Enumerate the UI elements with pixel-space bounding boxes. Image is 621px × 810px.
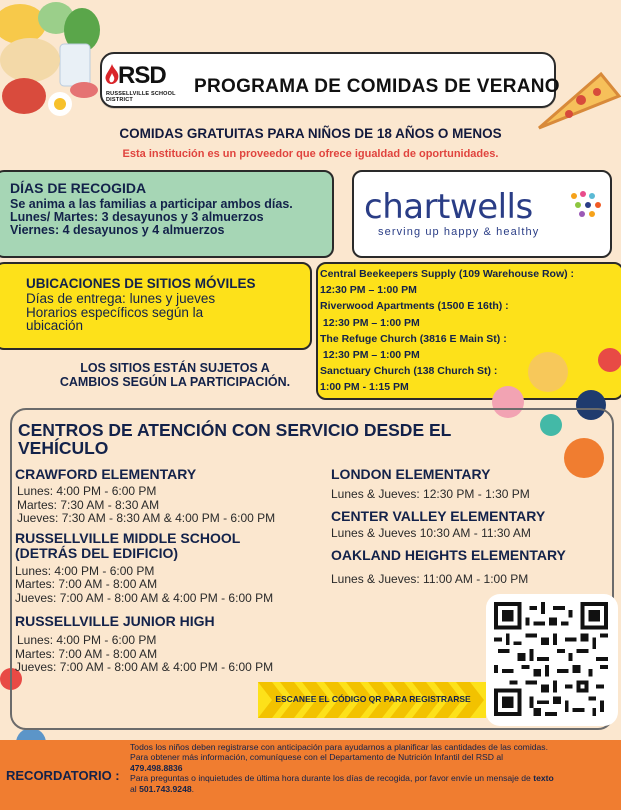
reminder-label: RECORDATORIO : [6, 768, 120, 783]
school-name: OAKLAND HEIGHTS ELEMENTARY [331, 547, 566, 563]
reminder-line-part: Para preguntas o inquietudes de última hora durante los días de recogida, por favor envíe un mensaje de [130, 773, 534, 784]
mobile-sites-line: ubicación [26, 318, 84, 334]
reminder-text [130, 742, 615, 794]
page-title: PROGRAMA DE COMIDAS DE VERANO [194, 76, 560, 97]
school-name: RUSSELLVILLE MIDDLE SCHOOL (DETRÁS DEL EDIFICIO) [15, 529, 241, 561]
brand-dots-icon [568, 190, 608, 224]
mobile-sites-title: UBICACIONES DE SITIOS MÓVILES [26, 276, 256, 291]
schedule-line: Jueves: 7:00 AM - 8:00 AM & 4:00 PM - 6:00 PM [15, 660, 274, 674]
logo-subtext: RUSSELLVILLE SCHOOL DISTRICT [106, 91, 176, 103]
pickup-days-details [10, 198, 330, 237]
site-line: The Refuge Church (3816 E Main St) : [320, 332, 507, 345]
schedule-line: Lunes: 4:00 PM - 6:00 PM [15, 563, 155, 578]
schedule-line: Lunes & Jueves 10:30 AM - 11:30 AM [331, 525, 531, 540]
district-logo [104, 60, 188, 104]
food-illustration [0, 0, 100, 130]
brand-tagline: serving up happy & healthy [378, 226, 540, 238]
qr-code-icon[interactable] [494, 602, 608, 716]
equal-opportunity-notice: Esta institución es un proveedor que ofrece igualdad de oportunidades. [122, 148, 499, 160]
drive-thru-left-column [15, 467, 335, 675]
site-line: Riverwood Apartments (1500 E 16th) : [320, 300, 509, 313]
site-line: 12:30 PM – 1:00 PM [320, 284, 417, 297]
schedule-line: Lunes: 4:00 PM - 6:00 PM [17, 633, 157, 647]
mobile-sites-line: Horarios específicos según la [26, 304, 204, 320]
logo-text: RSD [118, 62, 166, 89]
schedule-line: Lunes & Jueves: 11:00 AM - 1:00 PM [331, 572, 529, 586]
pickup-days-line: Se anima a las familias a participar ambos días. [10, 197, 293, 211]
schedule-line: Jueves: 7:00 AM - 8:00 AM & 4:00 PM - 6:00 PM [15, 590, 274, 605]
school-name: LONDON ELEMENTARY [331, 466, 491, 482]
drive-thru-right-column [331, 467, 611, 587]
reminder-line-part: al [130, 783, 140, 794]
text-emphasis: texto [533, 773, 554, 784]
reminder-line [130, 784, 615, 794]
reminder-line [130, 773, 615, 783]
site-line: Central Beekeepers Supply (109 Warehouse Row) : [320, 268, 575, 280]
mobile-sites-details [26, 292, 296, 333]
sites-note-line: LOS SITIOS ESTÁN SUJETOS A [80, 361, 270, 375]
free-meals-subtitle: COMIDAS GRATUITAS PARA NIÑOS DE 18 AÑOS O MENOS [119, 126, 502, 141]
drive-thru-title: CENTROS DE ATENCIÓN CON SERVICIO DESDE EL VEHÍCULO [18, 420, 452, 458]
pickup-days-line: Viernes: 4 desayunos y 4 almuerzos [10, 223, 225, 237]
site-line: 12:30 PM – 1:00 PM [320, 316, 420, 329]
school-name: CENTER VALLEY ELEMENTARY [331, 507, 546, 524]
scan-qr-label: ESCANEE EL CÓDIGO QR PARA REGISTRARSE [275, 694, 471, 704]
schedule-line: Martes: 7:30 AM - 8:30 AM [17, 497, 160, 512]
schedule-line: Lunes & Jueves: 12:30 PM - 1:30 PM [331, 487, 530, 501]
phone-number[interactable]: 501.743.9248 [139, 783, 192, 794]
schedule-line: Jueves: 7:30 AM - 8:30 AM & 4:00 PM - 6:00 PM [17, 511, 276, 525]
brand-name: chartwells [364, 187, 533, 227]
sites-note-line: CAMBIOS SEGÚN LA PARTICIPACIÓN. [59, 375, 291, 389]
site-line: 12:30 PM – 1:00 PM [320, 349, 420, 362]
reminder-line-part: . [191, 783, 195, 794]
pickup-days-line: Lunes/ Martes: 3 desayunos y 3 almuerzos [10, 210, 264, 224]
school-name: RUSSELLVILLE JUNIOR HIGH [15, 613, 215, 629]
pickup-days-title: DÍAS DE RECOGIDA [10, 180, 147, 196]
sites-subject-to-change [30, 361, 320, 389]
mobile-sites-line: Días de entrega: lunes y jueves [26, 291, 216, 306]
decor-dot [598, 348, 621, 372]
reminder-line: Para obtener más información, comuníquese con el Departamento de Nutrición Infantil del RSD al [130, 752, 504, 763]
phone-number[interactable]: 479.498.8836 [130, 762, 183, 773]
decor-dot [528, 352, 568, 392]
site-line: 1:00 PM - 1:15 PM [320, 381, 409, 394]
school-name: CRAWFORD ELEMENTARY [15, 466, 197, 482]
site-line: Sanctuary Church (138 Church St) : [320, 365, 498, 378]
schedule-line: Martes: 7:00 AM - 8:00 AM [15, 577, 158, 591]
reminder-line: Todos los niños deben registrarse con anticipación para ayudarnos a planificar las cantidades de las comidas. [130, 742, 548, 752]
schedule-line: Martes: 7:00 AM - 8:00 AM [15, 646, 158, 661]
schedule-line: Lunes: 4:00 PM - 6:00 PM [17, 484, 157, 498]
